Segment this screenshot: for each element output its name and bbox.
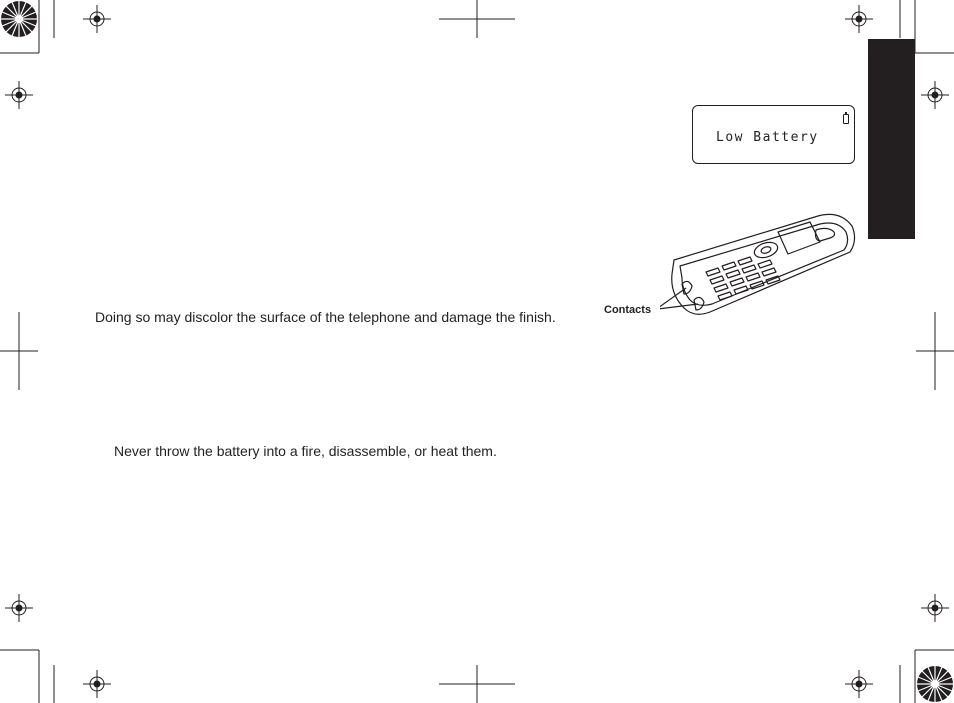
lcd-message: Low Battery — [716, 130, 819, 145]
registration-mark — [845, 5, 873, 33]
contacts-label: Contacts — [604, 304, 652, 316]
battery-warning-text: Never throw the battery into a fire, disassemble, or heat them. — [114, 443, 497, 459]
starburst-mark — [917, 666, 953, 702]
registration-mark — [5, 594, 33, 622]
registration-mark — [921, 594, 949, 622]
registration-mark — [5, 81, 33, 109]
cordless-handset-icon — [660, 208, 865, 318]
starburst-mark — [1, 1, 37, 37]
battery-empty-icon — [843, 114, 849, 124]
registration-mark — [83, 5, 111, 33]
registration-mark — [83, 670, 111, 698]
section-tab — [868, 39, 915, 239]
registration-mark — [921, 81, 949, 109]
lcd-display — [692, 105, 855, 164]
care-instruction-text: Doing so may discolor the surface of the telephone and damage the finish. — [95, 309, 556, 325]
registration-mark — [845, 670, 873, 698]
